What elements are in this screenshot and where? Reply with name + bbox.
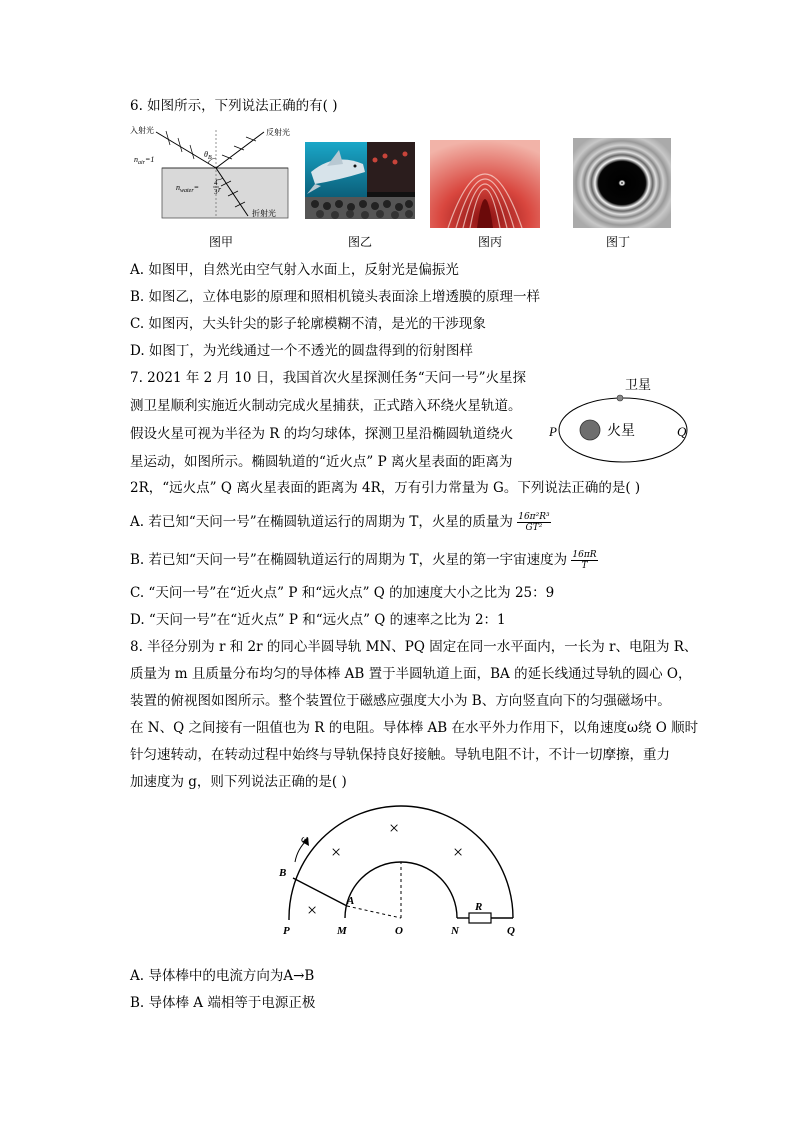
magnetic-field-marks: [307, 818, 463, 920]
point-n-label: N: [451, 925, 459, 937]
q7-stem-line-4: 星运动，如图所示。椭圆轨道的“近火点” P 离火星表面的距离为: [130, 454, 513, 470]
figure-yi-3d-movie-image: [305, 142, 415, 219]
field-cross-4: ×: [307, 900, 318, 920]
q7-option-d: D. “天问一号”在“近火点” P 和“远火点” Q 的速率之比为 2：1: [130, 612, 506, 628]
figure-jia-refraction-diagram: [128, 122, 298, 222]
q7-stem-line-5: 2R，“远火点” Q 离火星表面的距离为 4R，万有引力常量为 G。下列说法正确的是( ): [130, 480, 641, 496]
q6-option-d: D. 如图丁，为光线通过一个不透光的圆盘得到的衍射图样: [130, 343, 473, 359]
refracted-light-label: 折射光: [252, 209, 276, 218]
q8-stem-line-6: 加速度为 g，则下列说法正确的是( ): [130, 774, 347, 790]
conductor-rod-ab: [293, 878, 347, 906]
field-cross-1: ×: [331, 842, 342, 862]
theta-b-label: $\theta_B$: [204, 150, 212, 161]
q6-option-b: B. 如图乙，立体电影的原理和照相机镜头表面涂上增透膜的原理一样: [130, 289, 541, 305]
figure-ding-disc-diffraction-image: [573, 138, 671, 228]
q7-stem-line-2: 测卫星顺利实施近火制动完成火星捕获，正式踏入环绕火星轨道。: [130, 398, 522, 414]
frac-den: 3: [214, 188, 218, 196]
q8-stem-line-1: 8. 半径分别为 r 和 2r 的同心半圆导轨 MN、PQ 固定在同一水平面内，一长为 r、电阻为 R、: [130, 639, 698, 655]
q8-stem-line-4: 在 N、Q 之间接有一阻值也为 R 的电阻。导体棒 AB 在水平外力作用下，以角速度ω绕 O 顺时: [130, 720, 699, 736]
point-p-label: P: [283, 925, 290, 937]
point-q-label: Q: [507, 925, 515, 937]
figure-bing-pin-shadow-image: [430, 140, 540, 228]
point-p-label: P: [549, 424, 557, 439]
q8-option-b: B. 导体棒 A 端相等于电源正极: [130, 995, 316, 1011]
q8-rail-diagram: [275, 800, 530, 945]
q7-option-c: C. “天问一号”在“近火点” P 和“远火点” Q 的加速度大小之比为 25：9: [130, 585, 555, 601]
q7-option-b-fraction: $\frac{16\pi R}{T}$: [572, 550, 597, 571]
q8-option-a: A. 导体棒中的电流方向为A→B: [130, 968, 315, 984]
field-cross-2: ×: [389, 818, 400, 838]
q7-stem-line-1: 7. 2021 年 2 月 10 日，我国首次火星探测任务“天问一号”火星探: [130, 370, 527, 386]
q8-stem-line-5: 针匀速转动，在转动过程中始终与导轨保持良好接触。导轨电阻不计，不计一切摩擦，重力: [130, 747, 670, 763]
incident-light-label: 入射光: [130, 126, 154, 135]
q6-option-a: A. 如图甲，自然光由空气射入水面上，反射光是偏振光: [130, 262, 459, 278]
q6-stem: 6. 如图所示，下列说法正确的有( ): [130, 98, 338, 114]
caption-bing: 图丙: [478, 235, 503, 249]
mars-icon: [580, 420, 600, 440]
point-a-label: A: [347, 895, 355, 907]
n-air-label: $n_{air}=1$: [134, 155, 155, 166]
satellite-label: 卫星: [625, 377, 652, 392]
point-m-label: M: [337, 925, 347, 937]
point-o-label: O: [395, 925, 403, 937]
reflected-light-label: 反射光: [266, 128, 290, 137]
resistor-label: R: [475, 901, 483, 913]
frac-num: 4: [214, 179, 218, 187]
field-cross-3: ×: [453, 842, 464, 862]
caption-jia: 图甲: [209, 235, 234, 249]
q7-option-a-fraction: $\frac{\text{16π²R³}}{\text{GT²}}$: [518, 512, 550, 533]
r-angle-label: r: [218, 185, 222, 194]
n-water-label: $n_{water}=$: [176, 183, 200, 194]
q6-option-c: C. 如图丙，大头针尖的影子轮廓模糊不清，是光的干涉现象: [130, 316, 486, 332]
point-b-label: B: [279, 867, 287, 879]
satellite-icon: [617, 395, 623, 401]
q8-stem-line-2: 质量为 m 且质量分布均匀的导体棒 AB 置于半圆轨道上面，BA 的延长线通过导轨的圆心 O，: [130, 666, 692, 682]
caption-yi: 图乙: [348, 235, 373, 249]
point-q-label: Q: [677, 424, 687, 439]
q7-option-a: A. 若已知“天问一号”在椭圆轨道运行的周期为 T，火星的质量为 $\frac{\text{16π²R³}}{\text{GT²}}$: [130, 512, 550, 533]
q8-stem-line-3: 装置的俯视图如图所示。整个装置位于磁感应强度大小为 B、方向竖直向下的匀强磁场中。: [130, 693, 671, 709]
q7-stem-line-3: 假设火星可视为半径为 R 的均匀球体，探测卫星沿椭圆轨道绕火: [130, 426, 514, 442]
resistor-icon: [469, 913, 491, 923]
q7-option-b: B. 若已知“天问一号”在椭圆轨道运行的周期为 T，火星的第一宇宙速度为 $\frac{16\pi R}{T}$: [130, 550, 597, 571]
mars-label: 火星: [607, 424, 635, 439]
omega-label: ω: [301, 833, 309, 845]
q7-orbit-diagram: [545, 374, 695, 464]
caption-ding: 图丁: [606, 235, 631, 249]
